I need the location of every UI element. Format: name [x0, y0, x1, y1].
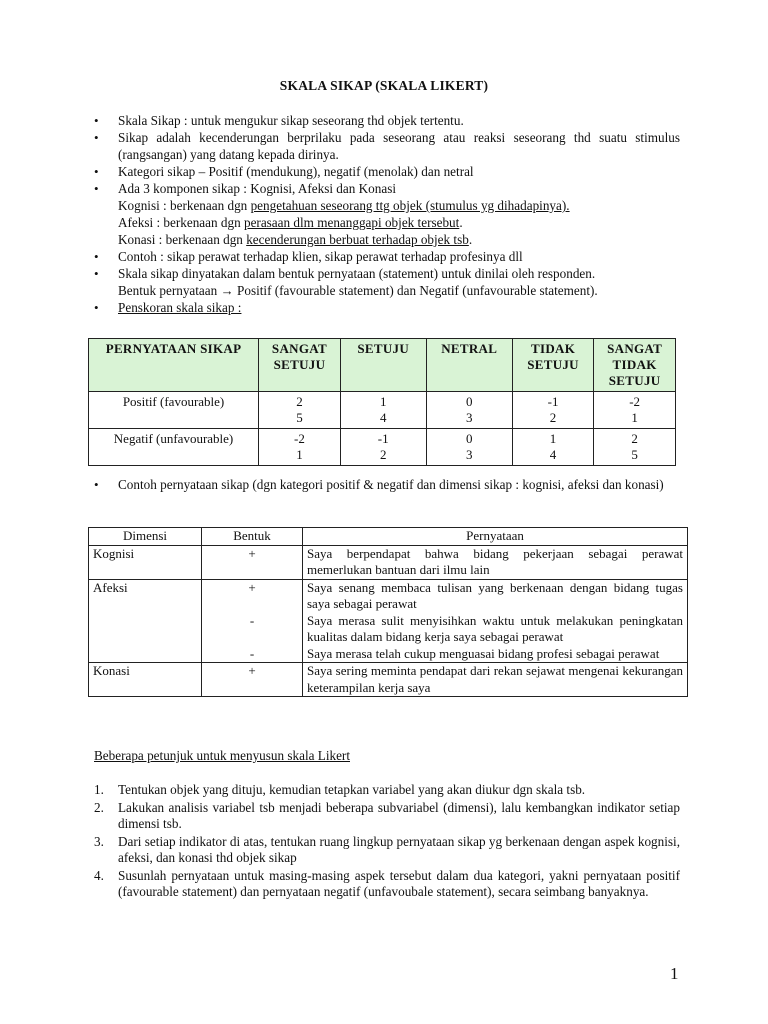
row-label: Negatif (unfavourable)	[89, 429, 259, 466]
konasi-label: Konasi : berkenaan dgn	[118, 232, 247, 247]
pernyataan-line: Saya merasa sulit menyisihkan waktu untuk melakukan peningkatan kualitas dalam bidang kerja saya sebagai perawat	[307, 612, 683, 644]
table-cell	[512, 392, 593, 429]
komponen-afeksi	[118, 214, 680, 231]
score-value: -1	[377, 431, 389, 446]
score-value: 0	[465, 394, 473, 409]
score-table-header	[89, 339, 676, 392]
bullet-contoh-pernyataan	[94, 476, 680, 493]
score-value: 1	[631, 410, 638, 425]
komponen-konasi	[118, 231, 680, 248]
header-bentuk: Bentuk	[202, 528, 303, 546]
header-tidak-setuju: TIDAK SETUJU	[512, 339, 593, 392]
score-value: 1	[379, 394, 387, 409]
dimension-table-header	[89, 528, 688, 546]
score-value: 2	[379, 447, 387, 462]
step-number: 2.	[94, 799, 104, 815]
table-row	[89, 579, 688, 663]
pernyataan-cell	[303, 579, 688, 663]
table-cell	[594, 429, 676, 466]
bullet-komponen-sikap	[94, 180, 680, 248]
pernyataan-cell: Saya berpendapat bahwa bidang pekerjaan sebagai perawat memerlukan bantuan dari ilmu lain	[303, 545, 688, 579]
score-value: 1	[296, 447, 303, 462]
table-row	[89, 429, 676, 466]
table-row	[89, 545, 688, 579]
komponen-heading: • Ada 3 komponen sikap : Kognisi, Afeksi dan Konasi	[118, 181, 397, 196]
table-cell	[512, 429, 593, 466]
bentuk-value: -	[249, 612, 255, 628]
score-value: 0	[465, 431, 473, 446]
dimensi-cell: Konasi	[89, 663, 202, 697]
score-table	[88, 338, 676, 466]
step-number: 3.	[94, 833, 104, 849]
bullet-penskoran	[94, 299, 680, 316]
pernyataan-line: Saya merasa telah cukup menguasai bidang profesi sebagai perawat	[307, 645, 660, 661]
score-value: -2	[294, 431, 305, 446]
page-number: 1	[670, 964, 679, 983]
header-pernyataan-sikap: PERNYATAAN SIKAP	[89, 339, 259, 392]
table-cell	[594, 392, 676, 429]
contoh-pernyataan-text: • Contoh pernyataan sikap (dgn kategori positif & negatif dan dimensi sikap : kognisi, afeksi dan konasi)	[94, 476, 680, 493]
afeksi-label: Afeksi : berkenaan dgn	[118, 215, 244, 230]
score-value: 2	[549, 410, 557, 425]
score-value: -2	[629, 394, 641, 409]
list-item	[94, 868, 680, 901]
komponen-kognisi	[118, 197, 680, 214]
header-pernyataan: Pernyataan	[303, 528, 688, 546]
dimensi-cell: Kognisi	[89, 545, 202, 579]
step-text: Susunlah pernyataan untuk masing-masing aspek tersebut dalam dua kategori, yakni pernyataan positif (favourable statement) dan pernyataan negatif (unfavoubale statement), secara seimbang banyaknya.	[118, 867, 680, 899]
pernyataan-line: • Skala sikap dinyatakan dalam bentuk pernyataan (statement) untuk dinilai oleh responden.	[118, 266, 596, 281]
bentuk-cell: +	[202, 545, 303, 579]
bullet-skala-sikap: • Skala Sikap : untuk mengukur sikap seseorang thd objek tertentu.	[94, 112, 680, 129]
numbered-list	[94, 782, 680, 902]
konasi-underlined: kecenderungan berbuat terhadap objek tsb	[246, 232, 469, 247]
score-value: 4	[379, 410, 387, 425]
petunjuk-heading: Beberapa petunjuk untuk menyusun skala Likert	[94, 748, 350, 763]
page-title: SKALA SIKAP (SKALA LIKERT)	[279, 78, 489, 93]
header-sangat-setuju: SANGAT SETUJU	[259, 339, 341, 392]
bentuk-pernyataan-line: Bentuk pernyataan → Positif (favourable statement) dan Negatif (unfavourable statement).	[118, 283, 598, 298]
score-value: 1	[549, 431, 557, 446]
afeksi-underlined: perasaan dlm menanggapi objek tersebut	[243, 215, 460, 230]
table-cell	[340, 429, 426, 466]
table-row	[89, 663, 688, 697]
konasi-end: .	[468, 232, 473, 247]
step-text: Dari setiap indikator di atas, tentukan ruang lingkup pernyataan sikap yg berkenaan dengan aspek kognisi, afeksi, dan konasi thd objek sikap	[118, 833, 680, 865]
table-cell	[340, 392, 426, 429]
header-sangat-tidak-setuju: SANGAT TIDAK SETUJU	[594, 339, 676, 392]
step-text: Lakukan analisis variabel tsb menjadi beberapa subvariabel (dimensi), lalu kembangkan indikator setiap dimensi tsb.	[118, 799, 680, 831]
step-number: 1.	[94, 782, 104, 797]
bullet-contoh-sikap: • Contoh : sikap perawat terhadap klien, sikap perawat terhadap profesinya dll	[94, 248, 680, 265]
kognisi-label: Kognisi : berkenaan dgn	[118, 198, 251, 213]
bullet-pernyataan	[94, 265, 680, 299]
score-value: 2	[631, 431, 638, 446]
bullet-definisi-sikap: • Sikap adalah kecenderungan berprilaku pada seseorang atau reaksi seseorang thd suatu stimulus (rangsangan) yang datang kepada dirinya.	[94, 129, 680, 163]
list-item	[94, 834, 680, 867]
score-value: 5	[631, 447, 638, 462]
table-cell	[259, 429, 341, 466]
bentuk-value: -	[249, 645, 255, 661]
bentuk-cell	[202, 579, 303, 663]
bullet-kategori-sikap: • Kategori sikap – Positif (mendukung), negatif (menolak) dan netral	[94, 163, 680, 180]
kognisi-underlined: pengetahuan seseorang ttg objek (stumulus yg dihadapinya).	[250, 198, 570, 213]
pernyataan-line: Saya senang membaca tulisan yang berkenaan dengan bidang tugas saya sebagai perawat	[307, 579, 683, 611]
dimensi-cell: Afeksi	[89, 579, 202, 663]
list-item	[94, 800, 680, 833]
list-item	[94, 782, 680, 799]
pernyataan-cell: Saya sering meminta pendapat dari rekan sejawat mengenai kekurangan keterampilan kerja saya	[303, 663, 688, 697]
header-dimensi: Dimensi	[89, 528, 202, 546]
step-number: 4.	[94, 867, 104, 883]
bullet-list	[94, 112, 680, 316]
table-cell	[426, 429, 512, 466]
score-value: 4	[549, 447, 557, 462]
score-value: -1	[547, 394, 559, 409]
table-cell	[259, 392, 341, 429]
dimension-table	[88, 527, 688, 697]
afeksi-end: .	[459, 215, 463, 230]
row-label: Positif (favourable)	[89, 392, 259, 429]
table-row	[89, 392, 676, 429]
score-value: 3	[465, 447, 473, 462]
score-value: 5	[296, 410, 303, 425]
header-setuju: SETUJU	[340, 339, 426, 392]
bentuk-value: +	[248, 579, 256, 595]
bentuk-cell: +	[202, 663, 303, 697]
table-cell	[426, 392, 512, 429]
penskoran-label: Penskoran skala sikap :	[118, 300, 242, 315]
step-text: Tentukan objek yang dituju, kemudian tetapkan variabel yang akan diukur dgn skala tsb.	[118, 782, 586, 797]
score-value: 2	[296, 394, 303, 409]
header-netral: NETRAL	[426, 339, 512, 392]
score-value: 3	[465, 410, 473, 425]
